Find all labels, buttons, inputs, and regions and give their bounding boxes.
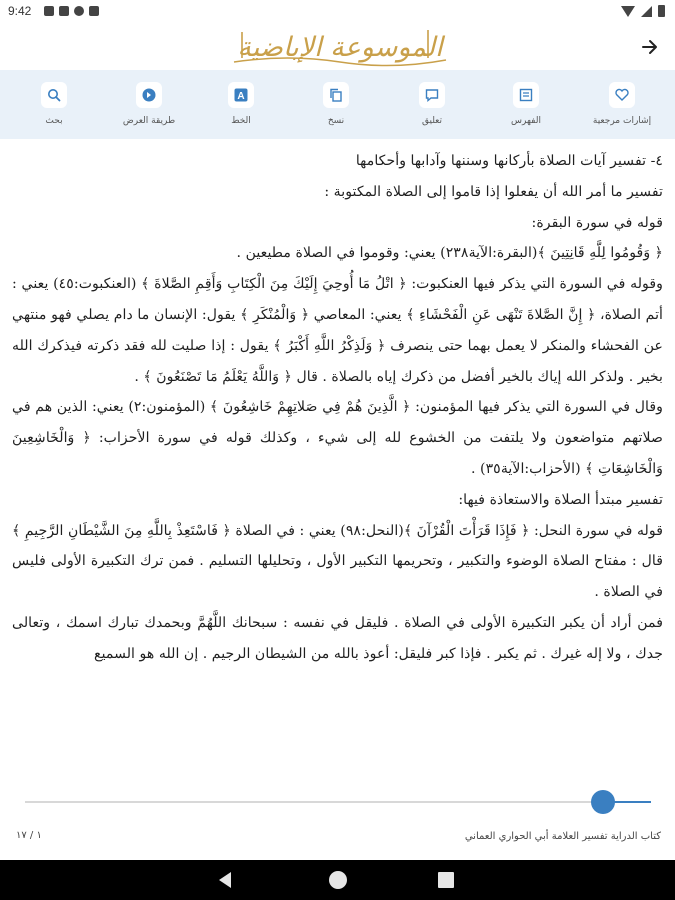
page-indicator: ١ / ١٧ xyxy=(16,830,42,841)
comment-button[interactable] xyxy=(392,82,472,126)
copy-button[interactable] xyxy=(296,82,376,126)
svg-text:A: A xyxy=(237,91,245,102)
font-button[interactable] xyxy=(201,82,281,126)
book-title: كتاب الدراية تفسير العلامة أبي الحواري العماني xyxy=(464,831,661,842)
text-paragraph: وقوله في السورة التي يذكر فيها العنكبوت: ﴿ اتْلُ مَا أُوحِيَ إِلَيْكَ مِنَ الْكِتَابِ وَأَقِمِ الصَّلاةَ ﴾ (العنكبوت:٤٥) يعني : أتم الصلاة، ﴿ إِنَّ الصَّلاةَ تَنْهَى عَنِ الْفَحْشَاءِ ﴾ يعني: المعاصي ﴿ وَالْمُنْكَرِ ﴾ يقول: الإنسان ما دام يصلي فهو منتهي عن الفحشاء والمنكر لا يعمل بهما حتى ينصرف ﴿ وَلَذِكْرُ اللَّهِ أَكْبَرُ ﴾ يقول : إذا صليت لله فقد ذكرته فيذكرك الله بخير . ولذكر الله إياك بالخير أفضل من ذكرك إياه بالصلاة . قال ﴿ وَاللَّهُ يَعْلَمُ مَا تَصْنَعُونَ ﴾ . xyxy=(12,276,663,385)
nav-back-icon[interactable] xyxy=(219,872,231,888)
copy-icon xyxy=(328,87,344,103)
search-icon xyxy=(46,87,62,103)
text-paragraph: قوله في سورة البقرة: xyxy=(531,214,663,231)
system-nav-bar xyxy=(0,860,675,900)
comment-label: تعليق xyxy=(421,116,443,126)
bookmarks-button[interactable] xyxy=(582,82,662,126)
display-mode-icon xyxy=(141,87,157,103)
reader-toolbar xyxy=(0,70,675,139)
status-time: 9:42 xyxy=(8,4,32,18)
logo-text: الموسوعة الإباضية xyxy=(237,32,443,63)
display-mode-label: طريقة العرض xyxy=(122,116,176,126)
back-arrow-button[interactable] xyxy=(639,36,661,58)
slider-thumb[interactable] xyxy=(591,790,615,814)
notification-icon xyxy=(74,6,84,16)
heart-icon xyxy=(614,87,630,103)
index-button[interactable] xyxy=(486,82,566,126)
text-paragraph: فمن أراد أن يكبر التكبيرة الأولى في الصلاة . فليقل في نفسه : سبحانك اللَّهُمَّ وبحمدك تبارك اسمك ، وتعالى جدك ، ولا إله غيرك . ثم يكبر . فإذا كبر فليقل: أعوذ بالله من الشيطان الرجيم . إن الله هو السميع xyxy=(12,614,663,662)
display-mode-button[interactable] xyxy=(109,82,189,126)
book-content xyxy=(12,146,663,670)
notification-icons xyxy=(44,6,99,16)
signal-icon xyxy=(641,6,652,17)
text-paragraph: تفسير ما أمر الله أن يفعلوا إذا قاموا إلى الصلاة المكتوبة : xyxy=(324,183,663,200)
search-label: بحث xyxy=(45,116,63,126)
notification-icon xyxy=(44,6,54,16)
font-icon xyxy=(233,87,249,103)
nav-home-icon[interactable] xyxy=(329,871,347,889)
app-header xyxy=(0,24,675,70)
search-button[interactable] xyxy=(14,82,94,126)
status-bar xyxy=(0,0,675,24)
text-paragraph: ﴿ وَقُومُوا لِلَّهِ قَانِتِينَ ﴾(البقرة:الآية٢٣٨) يعني: وقوموا في الصلاة مطيعين . xyxy=(236,245,663,262)
text-paragraph: قوله في سورة النحل: ﴿ فَإِذَا قَرَأْتَ الْقُرْآنَ ﴾(النحل:٩٨) يعني : في الصلاة ﴿ فَاسْتَعِذْ بِاللَّهِ مِنَ الشَّيْطَانِ الرَّجِيمِ ﴾ قال : مفتاح الصلاة الوضوء والتكبير ، وتحريمها التكبير الأول ، وتحليلها التسليم . فمن ترك التكبيرة الأولى فليس في الصلاة . xyxy=(12,522,663,601)
font-label: الخط xyxy=(231,116,251,126)
sd-card-icon xyxy=(89,6,99,16)
slider-track xyxy=(25,801,651,803)
system-indicators xyxy=(621,5,665,17)
text-paragraph: تفسير مبتدأ الصلاة والاستعاذة فيها: xyxy=(458,491,663,508)
page-slider[interactable] xyxy=(25,790,651,814)
index-icon xyxy=(518,87,534,103)
heading-paragraph: ٤- تفسير آيات الصلاة بأركانها وسننها وآدابها وأحكامها xyxy=(355,153,663,169)
comment-icon xyxy=(424,87,440,103)
logo-calligraphy xyxy=(228,24,452,68)
app-logo xyxy=(228,24,452,68)
index-label: الفهرس xyxy=(511,116,541,126)
nav-recents-icon[interactable] xyxy=(438,872,454,888)
copy-label: نسخ xyxy=(327,116,345,126)
battery-icon xyxy=(658,5,665,17)
notification-icon xyxy=(59,6,69,16)
wifi-icon xyxy=(621,6,635,17)
text-paragraph: وقال في السورة التي يذكر فيها المؤمنون: ﴿ الَّذِينَ هُمْ فِي صَلاتِهِمْ خَاشِعُونَ ﴾ (المؤمنون:٢) يعني: الذين هم في صلاتهم متواضعون ولا يلتفت من الخشوع لله إلى شيء ، وكذلك قوله في سورة الأحزاب: ﴿ وَالْخَاشِعِينَ وَالْخَاشِعَاتِ ﴾ (الأحزاب:الآية٣٥) . xyxy=(12,399,663,477)
bookmarks-label: إشارات مرجعية xyxy=(592,116,652,126)
arrow-right-icon xyxy=(639,36,661,58)
